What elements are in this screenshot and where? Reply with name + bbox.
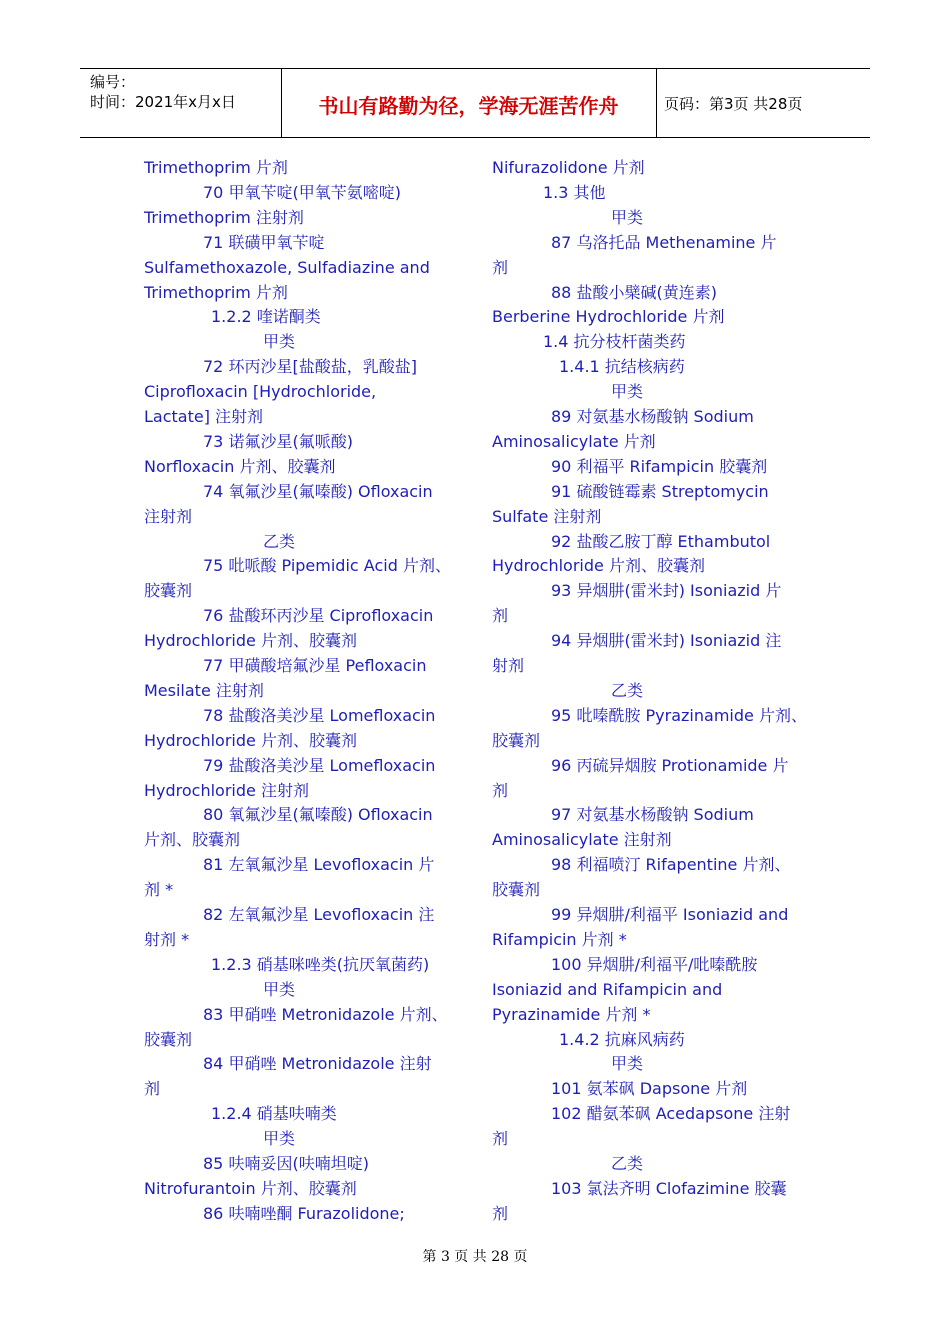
right-column-line: 91 硫酸链霉素 Streptomycin [551,481,769,501]
right-column-line: 90 利福平 Rifampicin 胶囊剂 [551,456,768,476]
right-column-line: 射剂 [492,656,525,675]
left-column-line: 85 呋喃妥因(呋喃坦啶) [203,1154,369,1173]
left-column-line: 84 甲硝唑 Metronidazole 注射 [203,1054,432,1074]
right-column-line: Sulfate 注射剂 [492,506,602,526]
right-column-line: Pyrazinamide 片剂 * [492,1004,651,1024]
left-column-line: 胶囊剂 [144,581,193,601]
left-column-line: 1.2.4 硝基呋喃类 [211,1104,337,1124]
page-footer: 第 3 页 共 28 页 [422,1249,528,1265]
right-column-line: 95 吡嗪酰胺 Pyrazinamide 片剂、 [551,705,807,725]
left-column-line: Hydrochloride 片剂、胶囊剂 [144,730,357,750]
left-column-line: 剂 * [144,880,174,900]
right-column-line: 1.4.1 抗结核病药 [559,357,685,377]
right-column-line: 乙类 [611,680,644,700]
left-column-line: 81 左氧氟沙星 Levofloxacin 片 [203,855,435,875]
left-column-line: 86 呋喃唑酮 Furazolidone; [203,1203,405,1223]
right-column-line: 甲类 [611,1054,644,1074]
right-column-line: Berberine Hydrochloride 片剂 [492,307,725,327]
left-column-line: 1.2.3 硝基咪唑类(抗厌氧菌药) [211,954,430,974]
right-column-line: Aminosalicylate 注射剂 [492,830,672,850]
right-column-line: Rifampicin 片剂 * [492,929,627,949]
right-column-line: Hydrochloride 片剂、胶囊剂 [492,556,705,576]
left-column-line: 76 盐酸环丙沙星 Ciprofloxacin [203,606,434,626]
right-column-line: 1.3 其他 [543,182,606,202]
left-column-line: 乙类 [263,531,296,551]
left-column-line: 注射剂 [144,506,193,526]
left-column-line: 胶囊剂 [144,1029,193,1049]
left-column-line: Lactate] 注射剂 [144,407,264,426]
left-column-line: 射剂 * [144,929,190,949]
right-column-line: 1.4 抗分枝杆菌类药 [543,332,686,352]
left-column-line: 甲类 [263,1129,296,1149]
left-column-line: Sulfamethoxazole, Sulfadiazine and [144,257,430,277]
right-column-line: 乙类 [611,1154,644,1173]
right-column-line: 剂 [492,1203,509,1223]
right-column-line: 胶囊剂 [492,730,541,750]
right-column-line: 剂 [492,257,509,277]
number-label: 编号： [90,73,136,91]
right-column-line: 89 对氨基水杨酸钠 Sodium [551,407,754,426]
left-column-line: 82 左氧氟沙星 Levofloxacin 注 [203,905,435,924]
right-column-line: 剂 [492,780,509,800]
right-column-line: 100 异烟肼/利福平/吡嗪酰胺 [551,954,758,974]
left-column-line: Trimethoprim 片剂 [144,158,288,177]
header-page-info: 页码：第3页 共28页 [664,95,803,113]
right-column-line: 剂 [492,606,509,626]
left-column-line: 80 氧氟沙星(氟嗪酸) Ofloxacin [203,805,433,825]
left-column-line: 77 甲磺酸培氟沙星 Pefloxacin [203,656,427,675]
left-column-line: 83 甲硝唑 Metronidazole 片剂、 [203,1004,448,1024]
left-column-line: Ciprofloxacin [Hydrochloride, [144,382,377,402]
left-column-line: Trimethoprim 片剂 [144,282,288,302]
right-column-line: 93 异烟肼(雷米封) Isoniazid 片 [551,581,782,601]
right-column-line: Isoniazid and Rifampicin and [492,979,723,999]
left-column-line: 79 盐酸洛美沙星 Lomefloxacin [203,755,436,775]
right-column-line: 97 对氨基水杨酸钠 Sodium [551,805,754,825]
right-column-line: Nifurazolidone 片剂 [492,158,645,177]
left-column-line: Hydrochloride 片剂、胶囊剂 [144,631,357,651]
right-column-line: 102 醋氨苯砜 Acedapsone 注射 [551,1104,791,1124]
left-column-line: 1.2.2 喹诺酮类 [211,307,321,327]
left-column-line: Trimethoprim 注射剂 [144,207,304,227]
page-header [80,68,870,138]
right-column-line: 101 氨苯砜 Dapsone 片剂 [551,1079,748,1099]
left-column-line: 70 甲氧苄啶(甲氧苄氨嘧啶) [203,182,401,202]
left-column-line: 72 环丙沙星[盐酸盐，乳酸盐] [203,357,417,377]
left-column-line: 71 联磺甲氧苄啶 [203,232,325,252]
left-column-line: 剂 [144,1079,161,1099]
right-column-line: 88 盐酸小檗碱(黄连素) [551,282,717,302]
right-column-line: 剂 [492,1129,509,1149]
left-column-line: 片剂、胶囊剂 [144,830,241,850]
header-divider [656,69,657,137]
left-column-line: 甲类 [263,979,296,999]
header-slogan: 书山有路勤为径，学海无涯苦作舟 [318,94,619,118]
left-column-line: Nitrofurantoin 片剂、胶囊剂 [144,1178,357,1198]
right-column-line: 103 氯法齐明 Clofazimine 胶囊 [551,1178,787,1198]
right-column-line: 98 利福喷汀 Rifapentine 片剂、 [551,855,791,875]
left-column-line: 75 吡哌酸 Pipemidic Acid 片剂、 [203,556,451,576]
left-column-line: Hydrochloride 注射剂 [144,780,309,800]
left-column-line: 73 诺氟沙星(氟哌酸) [203,431,353,451]
date-label: 时间：2021年x月x日 [90,93,236,111]
right-column-line: Aminosalicylate 片剂 [492,431,656,451]
right-column-line: 甲类 [611,382,644,402]
left-column-line: 74 氧氟沙星(氟嗪酸) Ofloxacin [203,481,433,501]
right-column-line: 甲类 [611,207,644,227]
right-column-line: 96 丙硫异烟胺 Protionamide 片 [551,755,789,775]
right-column-line: 87 乌洛托品 Methenamine 片 [551,232,777,252]
right-column-line: 1.4.2 抗麻风病药 [559,1029,685,1049]
left-column-line: Norfloxacin 片剂、胶囊剂 [144,456,336,476]
right-column-line: 94 异烟肼(雷米封) Isoniazid 注 [551,631,782,651]
right-column-line: 99 异烟肼/利福平 Isoniazid and [551,905,789,924]
left-column-line: 甲类 [263,332,296,352]
right-column-line: 92 盐酸乙胺丁醇 Ethambutol [551,531,771,551]
left-column-line: Mesilate 注射剂 [144,680,264,700]
right-column-line: 胶囊剂 [492,880,541,900]
left-column-line: 78 盐酸洛美沙星 Lomefloxacin [203,705,436,725]
header-meta [90,72,236,112]
